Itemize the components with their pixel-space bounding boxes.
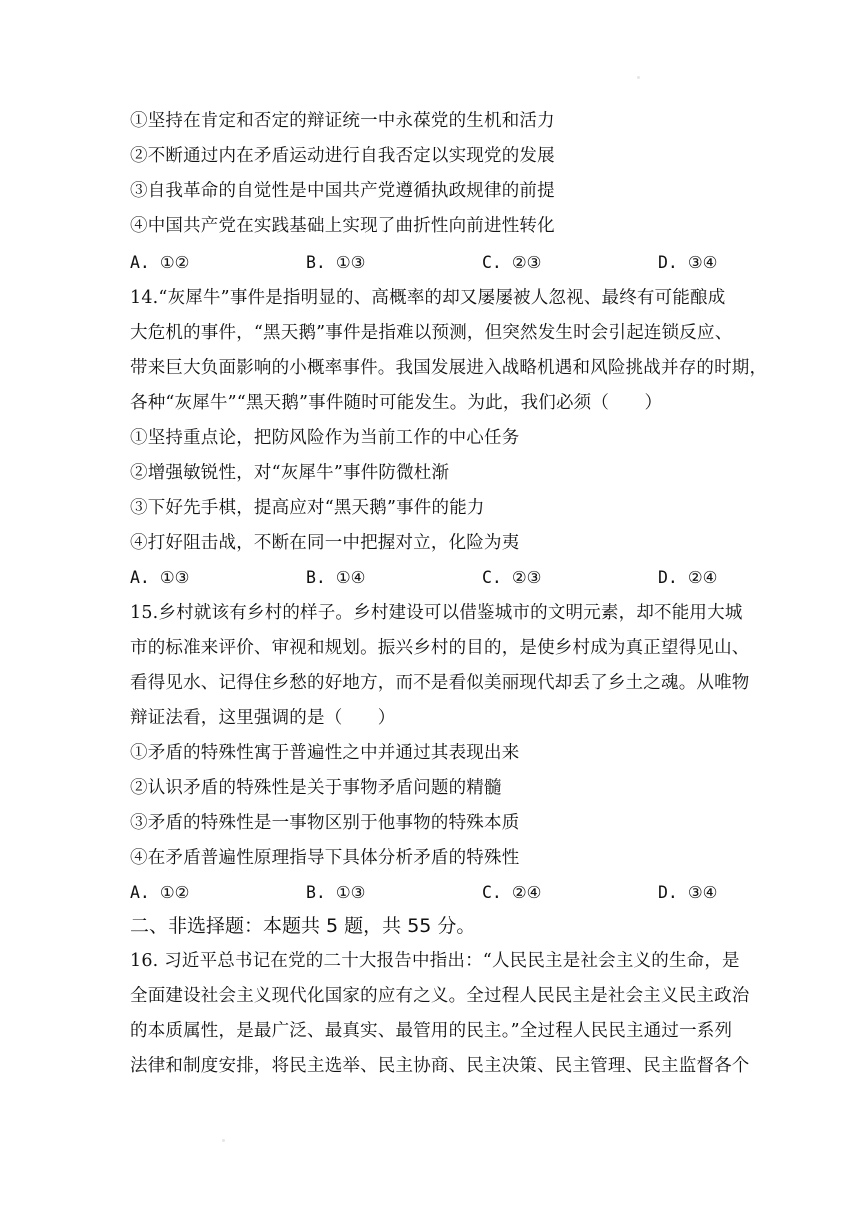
q13-options <box>130 253 740 273</box>
q16-stem-line-4: 法律和制度安排，将民主选举、民主协商、民主决策、民主管理、民主监督各个 <box>130 1056 750 1076</box>
q13-statement-1: ①坚持在肯定和否定的辩证统一中永葆党的生机和活力 <box>130 111 555 131</box>
q15-option-c[interactable]: C. ②④ <box>482 883 542 902</box>
q15-statement-3: ③矛盾的特殊性是一事物区别于他事物的特殊本质 <box>130 813 520 833</box>
q13-option-b[interactable]: B. ①③ <box>306 253 366 272</box>
q14-statement-4: ④打好阻击战，不断在同一中把握对立，化险为夷 <box>130 533 520 553</box>
q13-option-a[interactable]: A. ①② <box>130 253 190 272</box>
q15-statement-1: ①矛盾的特殊性寓于普遍性之中并通过其表现出来 <box>130 743 520 763</box>
q15-statement-4: ④在矛盾普遍性原理指导下具体分析矛盾的特殊性 <box>130 848 520 868</box>
q14-options <box>130 568 740 588</box>
q14-option-a[interactable]: A. ①③ <box>130 568 190 587</box>
q13-statement-3: ③自我革命的自觉性是中国共产党遵循执政规律的前提 <box>130 181 555 201</box>
q15-stem-line-3: 看得见水、记得住乡愁的好地方，而不是看似美丽现代却丢了乡土之魂。从唯物 <box>130 673 750 693</box>
q15-stem-line-2: 市的标准来评价、审视和规划。振兴乡村的目的，是使乡村成为真正望得见山、 <box>130 638 750 658</box>
section-heading: 二、非选择题：本题共 5 题，共 55 分。 <box>130 915 476 937</box>
q14-stem-line-1: 14.“灰犀牛”事件是指明显的、高概率的却又屡屡被人忽视、最终有可能酿成 <box>130 288 726 308</box>
q16-stem-line-1: 16. 习近平总书记在党的二十大报告中指出：“人民民主是社会主义的生命，是 <box>130 951 740 971</box>
q13-statement-4: ④中国共产党在实践基础上实现了曲折性向前进性转化 <box>130 216 555 236</box>
q14-statement-1: ①坚持重点论，把防风险作为当前工作的中心任务 <box>130 428 520 448</box>
q15-option-a[interactable]: A. ①② <box>130 883 190 902</box>
scan-speck <box>222 1139 225 1142</box>
q14-statement-3: ③下好先手棋，提高应对“黑天鹅”事件的能力 <box>130 498 485 518</box>
q14-stem-line-4: 各种“灰犀牛”“黑天鹅”事件随时可能发生。为此，我们必须（ ） <box>130 393 663 413</box>
scan-speck <box>637 76 640 79</box>
q13-option-d[interactable]: D. ③④ <box>658 253 718 272</box>
q14-option-b[interactable]: B. ①④ <box>306 568 366 587</box>
q13-statement-2: ②不断通过内在矛盾运动进行自我否定以实现党的发展 <box>130 146 555 166</box>
q15-stem-line-4: 辩证法看，这里强调的是（ ） <box>130 708 396 728</box>
q14-option-d[interactable]: D. ②④ <box>658 568 718 587</box>
q15-options <box>130 883 740 903</box>
q15-statement-2: ②认识矛盾的特殊性是关于事物矛盾问题的精髓 <box>130 778 502 798</box>
q13-option-c[interactable]: C. ②③ <box>482 253 542 272</box>
q16-stem-line-3: 的本质属性，是最广泛、最真实、最管用的民主。”全过程人民民主通过一系列 <box>130 1021 733 1041</box>
q14-stem-line-3: 带来巨大负面影响的小概率事件。我国发展进入战略机遇和风险挑战并存的时期， <box>130 358 768 378</box>
q15-option-b[interactable]: B. ①③ <box>306 883 366 902</box>
q14-stem-line-2: 大危机的事件，“黑天鹅”事件是指难以预测，但突然发生时会引起连锁反应、 <box>130 323 733 343</box>
q15-stem-line-1: 15.乡村就该有乡村的样子。乡村建设可以借鉴城市的文明元素，却不能用大城 <box>130 603 743 623</box>
q14-option-c[interactable]: C. ②③ <box>482 568 542 587</box>
q15-option-d[interactable]: D. ③④ <box>658 883 718 902</box>
q14-statement-2: ②增强敏锐性，对“灰犀牛”事件防微杜渐 <box>130 463 450 483</box>
q16-stem-line-2: 全面建设社会主义现代化国家的应有之义。全过程人民民主是社会主义民主政治 <box>130 986 750 1006</box>
